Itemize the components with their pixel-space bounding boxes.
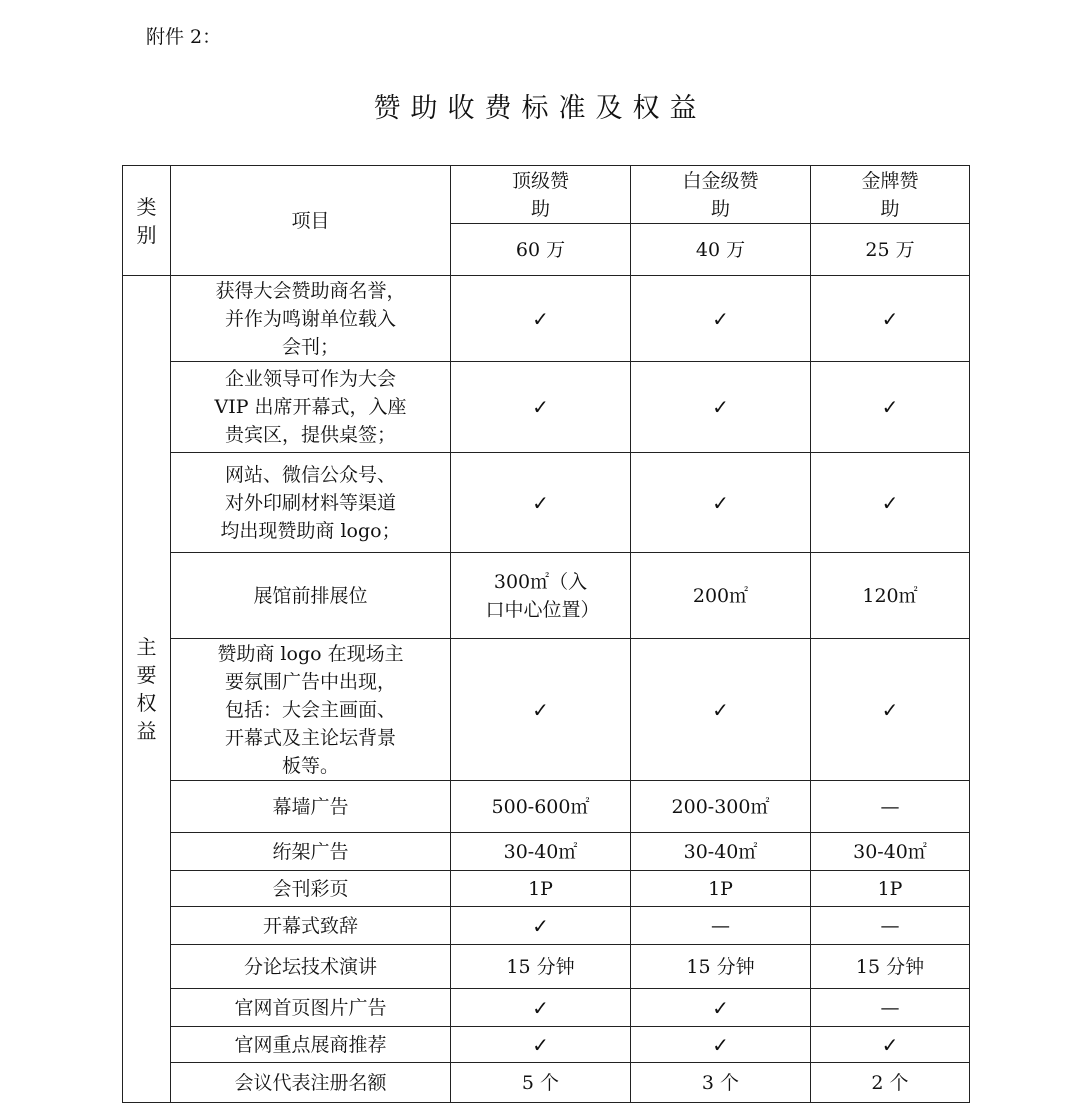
benefit-value: 30-40㎡ [811,833,970,871]
tier-name-label: 白金级赞 助 [682,169,759,220]
benefit-value: 15 分钟 [811,945,970,989]
benefit-value: 30-40㎡ [631,833,811,871]
table-row [123,362,970,453]
table-row [123,945,970,989]
benefit-item [171,833,451,871]
benefit-item-text: 会刊彩页 [272,877,349,900]
dash-mark: — [811,907,970,945]
header-category [123,166,171,276]
dash-mark: — [811,989,970,1027]
benefit-item [171,276,451,362]
benefit-value: 5 个 [451,1063,631,1103]
table-row [123,989,970,1027]
benefit-item [171,871,451,907]
category-label: 主 要 权 益 [136,635,157,743]
check-icon: ✓ [631,1027,811,1063]
dash-mark: — [811,781,970,833]
category-main-benefits [123,276,171,1103]
benefit-value: 1P [631,871,811,907]
benefit-value: 15 分钟 [451,945,631,989]
benefit-item-text: 官网重点展商推荐 [234,1033,387,1056]
benefit-value: 30-40㎡ [451,833,631,871]
check-icon: ✓ [631,639,811,781]
benefit-item [171,1063,451,1103]
benefit-value: 3 个 [631,1063,811,1103]
check-icon: ✓ [451,907,631,945]
benefit-item-text: 幕墙广告 [272,795,349,818]
benefit-item-text: 分论坛技术演讲 [243,955,377,978]
benefit-value [451,553,631,639]
tier-name-label: 金牌赞 助 [861,169,919,220]
table-row [123,453,970,553]
benefit-item-text: 展馆前排展位 [253,584,368,607]
benefit-item-text: 绗架广告 [272,840,349,863]
tier-name-1 [631,166,811,224]
benefit-item [171,362,451,453]
benefit-value-text: 300㎡（入口中心位置） [485,570,600,621]
table-row [123,553,970,639]
check-icon: ✓ [631,453,811,553]
benefit-item [171,453,451,553]
benefit-item [171,639,451,781]
tier-price-0: 60 万 [451,224,631,276]
check-icon: ✓ [811,453,970,553]
tier-name-0 [451,166,631,224]
benefit-item-text: 网站、微信公众号、 对外印刷材料等渠道 均出现赞助商 logo； [220,463,401,542]
benefit-value: 200-300㎡ [631,781,811,833]
benefit-value: 2 个 [811,1063,970,1103]
check-icon: ✓ [631,276,811,362]
benefit-item-text: 会议代表注册名额 [234,1071,387,1094]
table-row [123,1063,970,1103]
benefit-item [171,781,451,833]
check-icon: ✓ [451,453,631,553]
benefit-item-text: 开幕式致辞 [262,914,358,937]
table-row [123,907,970,945]
benefit-item [171,553,451,639]
check-icon: ✓ [451,639,631,781]
check-icon: ✓ [451,362,631,453]
header-item-label: 项目 [291,209,330,232]
tier-name-label: 顶级赞 助 [511,169,569,220]
benefit-item [171,945,451,989]
benefit-item-text: 企业领导可作为大会 VIP 出席开幕式，入座 贵宾区，提供桌签； [214,368,407,446]
benefit-value: 500-600㎡ [451,781,631,833]
tier-name-2 [811,166,970,224]
benefit-value: 200㎡ [631,553,811,639]
benefit-value: 1P [811,871,970,907]
check-icon: ✓ [451,1027,631,1063]
table-row [123,1027,970,1063]
attachment-label: 附件 2： [146,26,222,48]
benefit-item [171,907,451,945]
check-icon: ✓ [631,362,811,453]
check-icon: ✓ [631,989,811,1027]
table-row [123,833,970,871]
benefit-item [171,1027,451,1063]
check-icon: ✓ [451,989,631,1027]
benefit-value: 120㎡ [811,553,970,639]
benefit-value: 1P [451,871,631,907]
check-icon: ✓ [811,1027,970,1063]
benefit-item [171,989,451,1027]
check-icon: ✓ [451,276,631,362]
benefit-item-text: 赞助商 logo 在现场主 要氛围广告中出现， 包括：大会主画面、 开幕式及主论坛背景 板等。 [217,642,404,777]
sponsorship-table [122,165,970,1103]
tier-price-1: 40 万 [631,224,811,276]
table-row [123,276,970,362]
table-row [123,871,970,907]
check-icon: ✓ [811,362,970,453]
document-title: 赞助收费标准及权益 [373,93,707,124]
benefit-item-text: 官网首页图片广告 [234,996,387,1019]
dash-mark: — [631,907,811,945]
check-icon: ✓ [811,276,970,362]
header-item [171,166,451,276]
benefit-item-text: 获得大会赞助商名誉， 并作为鸣谢单位载入 会刊； [215,279,406,358]
check-icon: ✓ [811,639,970,781]
table-row [123,639,970,781]
header-category-label: 类 别 [136,194,157,247]
table-row [123,781,970,833]
benefit-value: 15 分钟 [631,945,811,989]
tier-price-2: 25 万 [811,224,970,276]
